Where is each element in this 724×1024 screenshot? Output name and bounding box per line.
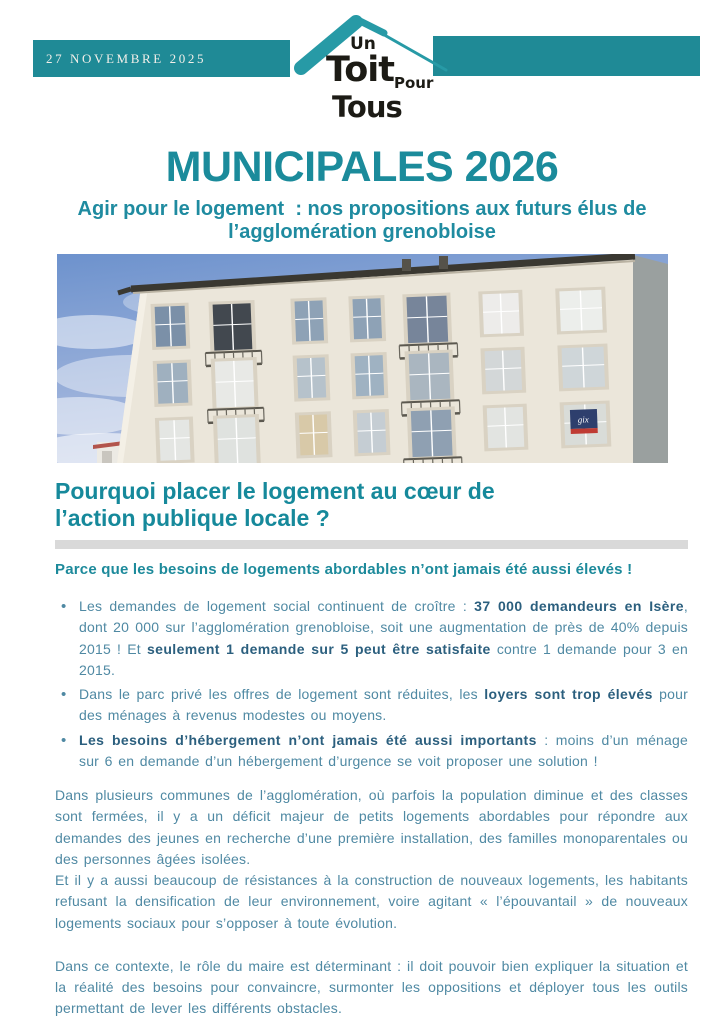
logo-wordmark: [288, 8, 453, 138]
decorative-banner: [433, 36, 700, 76]
building-photo: [57, 254, 668, 463]
date-label: 27 NOVEMBRE 2025: [46, 50, 207, 66]
list-item: • Dans le parc privé les offres de logement sont réduites, les loyers sont trop élevés pour des ménages à revenus modestes ou moyens.: [55, 684, 688, 727]
adjacent-wall: [633, 255, 668, 463]
paragraph: Et il y a aussi beaucoup de résistances à la construction de nouveaux logements, les habitants refusant la densification de leur environnement, voire agitant « l’épouvantail » de nouveaux logements sociaux pour s’opposer à toute évolution.: [55, 872, 688, 931]
paragraph: Dans ce contexte, le rôle du maire est déterminant : il doit pouvoir bien expliquer la situation et la réalité des besoins pour convaincre, surmonter les oppositions et déployer tous les outils permettant de lever les différents obstacles.: [55, 957, 688, 1017]
chimney: [439, 256, 448, 269]
date-banner: [33, 40, 290, 77]
section-divider: [55, 540, 688, 549]
paragraph: Dans plusieurs communes de l’agglomération, où parfois la population diminue et des classes sont fermées, il y a un déficit majeur de petits logements abordables pour répondre aux demandes des jeunes en recherche d’une première installation, des familles monoparentales ou des personnes âgées isolées.: [55, 787, 688, 867]
section-heading: Pourquoi placer le logement au cœur de l’action publique locale ?: [55, 477, 495, 532]
logo-word-toit: Toit: [326, 50, 394, 90]
sign-text: gix: [577, 414, 589, 425]
key-points-list: [55, 596, 688, 772]
logo-word-pour: Pour: [394, 74, 434, 92]
estate-agency-sign: [570, 409, 598, 434]
logo-word-un: Un: [350, 34, 376, 54]
body-paragraphs: [55, 785, 688, 1020]
chimney: [402, 259, 411, 271]
list-item: • Les demandes de logement social continuent de croître : 37 000 demandeurs en Isère, dont 20 000 sur l’agglomération grenobloise, soit une augmentation de près de 40% depuis 2015 ! Et seulement 1 demande sur 5 peut être satisfaite contre 1 demande pour 3 en 2015.: [55, 596, 688, 681]
section-lead: Parce que les besoins de logements abordables n’ont jamais été aussi élevés !: [55, 560, 633, 578]
building-photo-illustration: [57, 254, 668, 463]
logo-word-tous: Tous: [332, 90, 402, 124]
page-title: MUNICIPALES 2026: [165, 143, 559, 191]
page-subtitle: Agir pour le logement : nos propositions aux futurs élus de l’agglomération grenobloise: [77, 198, 653, 244]
list-item: • Les besoins d’hébergement n’ont jamais été aussi importants : moins d’un ménage sur 6 en demande d’un hébergement d’urgence se voit proposer une solution !: [55, 730, 688, 773]
un-toit-pour-tous-logo: [288, 8, 453, 138]
